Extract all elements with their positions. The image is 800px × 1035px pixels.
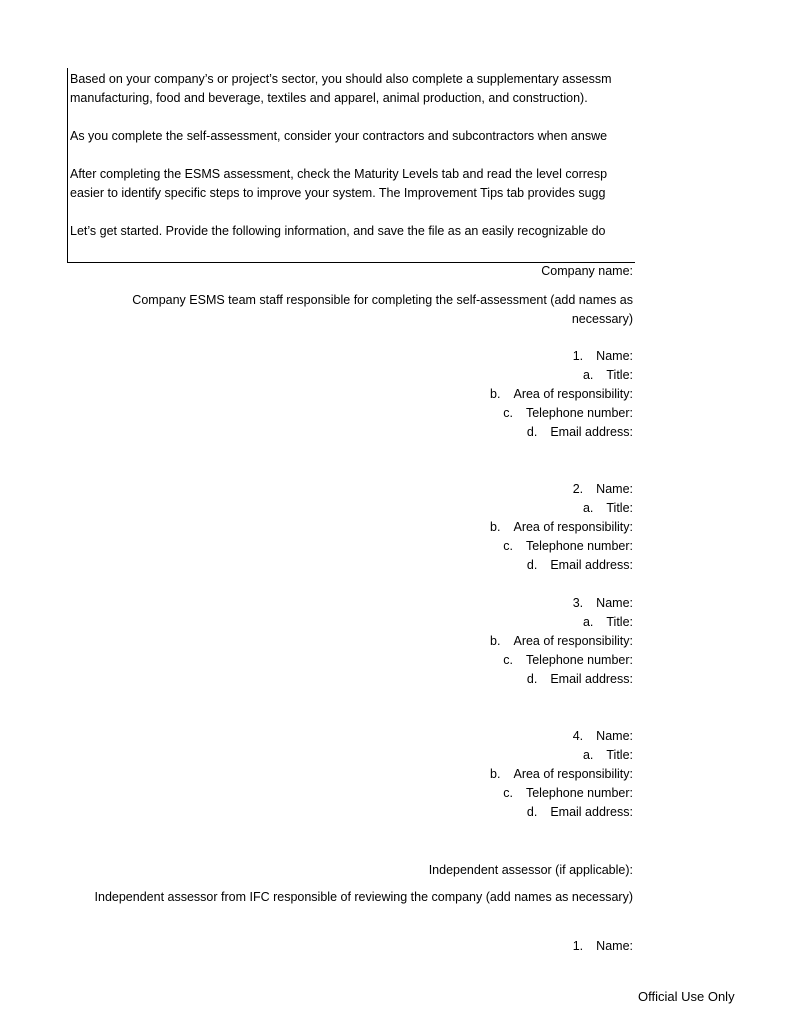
area-marker: b. (490, 767, 501, 781)
person-title-row (583, 613, 633, 632)
person-area-row (490, 518, 633, 537)
person-number: 4. (572, 729, 584, 743)
instruction-line: As you complete the self-assessment, consider your contractors and subcontractors when answe (70, 129, 608, 143)
phone-marker: c. (503, 539, 513, 553)
person-number: 3. (572, 596, 584, 610)
person-name-row (563, 347, 633, 366)
person-phone-row (503, 651, 633, 670)
person-email-row (527, 803, 633, 822)
area-label: Area of responsibility: (513, 767, 633, 781)
person-area-row (490, 385, 633, 404)
person-title-row (583, 746, 633, 765)
email-label: Email address: (550, 425, 633, 439)
phone-label: Telephone number: (525, 539, 633, 553)
area-marker: b. (490, 387, 501, 401)
person-email-row (527, 556, 633, 575)
instructions-box (67, 68, 635, 263)
phone-marker: c. (503, 653, 513, 667)
person-title-row (583, 366, 633, 385)
person-name-row (563, 480, 633, 499)
title-marker: a. (582, 615, 594, 629)
title-marker: a. (582, 748, 594, 762)
person-phone-row (503, 537, 633, 556)
classification-footer: Official Use Only (638, 989, 735, 1004)
instruction-line: easier to identify specific steps to improve your system. The Improvement Tips tab provides sugg (70, 186, 606, 200)
person-phone-row (503, 784, 633, 803)
instruction-line: manufacturing, food and beverage, textiles and apparel, animal production, and construction). (70, 91, 588, 105)
person-area-row (490, 632, 633, 651)
title-label: Title: (606, 368, 633, 382)
independent-assessor-label: Independent assessor (if applicable): (428, 863, 633, 877)
person-number: 2. (572, 482, 584, 496)
name-label: Name: (596, 596, 633, 610)
person-name-row (563, 727, 633, 746)
email-label: Email address: (550, 558, 633, 572)
person-area-row (490, 765, 633, 784)
email-marker: d. (526, 805, 538, 819)
name-label: Name: (596, 349, 633, 363)
instruction-line: Let’s get started. Provide the following information, and save the file as an easily recognizable do (70, 224, 606, 238)
title-marker: a. (582, 368, 594, 382)
ifc-assessor-heading: Independent assessor from IFC responsible of reviewing the company (add names as necessary) (94, 890, 633, 904)
instruction-line: Based on your company’s or project’s sector, you should also complete a supplementary assessm (70, 72, 612, 86)
phone-label: Telephone number: (525, 406, 633, 420)
phone-label: Telephone number: (525, 786, 633, 800)
title-marker: a. (582, 501, 594, 515)
name-label: Name: (596, 482, 633, 496)
name-label: Name: (596, 729, 633, 743)
person-title-row (583, 499, 633, 518)
team-heading-continued: necessary) (571, 312, 633, 326)
email-marker: d. (526, 425, 538, 439)
email-marker: d. (526, 672, 538, 686)
email-label: Email address: (550, 672, 633, 686)
person-name-row (563, 594, 633, 613)
phone-label: Telephone number: (525, 653, 633, 667)
person-number: 1. (572, 349, 584, 363)
title-label: Title: (606, 615, 633, 629)
area-marker: b. (490, 520, 501, 534)
area-label: Area of responsibility: (513, 634, 633, 648)
person-email-row (527, 423, 633, 442)
area-marker: b. (490, 634, 501, 648)
team-heading: Company ESMS team staff responsible for completing the self-assessment (add names as (132, 293, 633, 307)
phone-marker: c. (503, 406, 513, 420)
area-label: Area of responsibility: (513, 387, 633, 401)
area-label: Area of responsibility: (513, 520, 633, 534)
title-label: Title: (606, 501, 633, 515)
email-marker: d. (526, 558, 538, 572)
person-phone-row (503, 404, 633, 423)
name-label: Name: (596, 939, 633, 953)
person-email-row (527, 670, 633, 689)
instruction-line: After completing the ESMS assessment, check the Maturity Levels tab and read the level corresp (70, 167, 608, 181)
title-label: Title: (606, 748, 633, 762)
email-label: Email address: (550, 805, 633, 819)
company-name-label: Company name: (541, 264, 633, 278)
ifc-person-name-row (563, 937, 633, 956)
phone-marker: c. (503, 786, 513, 800)
person-number: 1. (572, 939, 584, 953)
